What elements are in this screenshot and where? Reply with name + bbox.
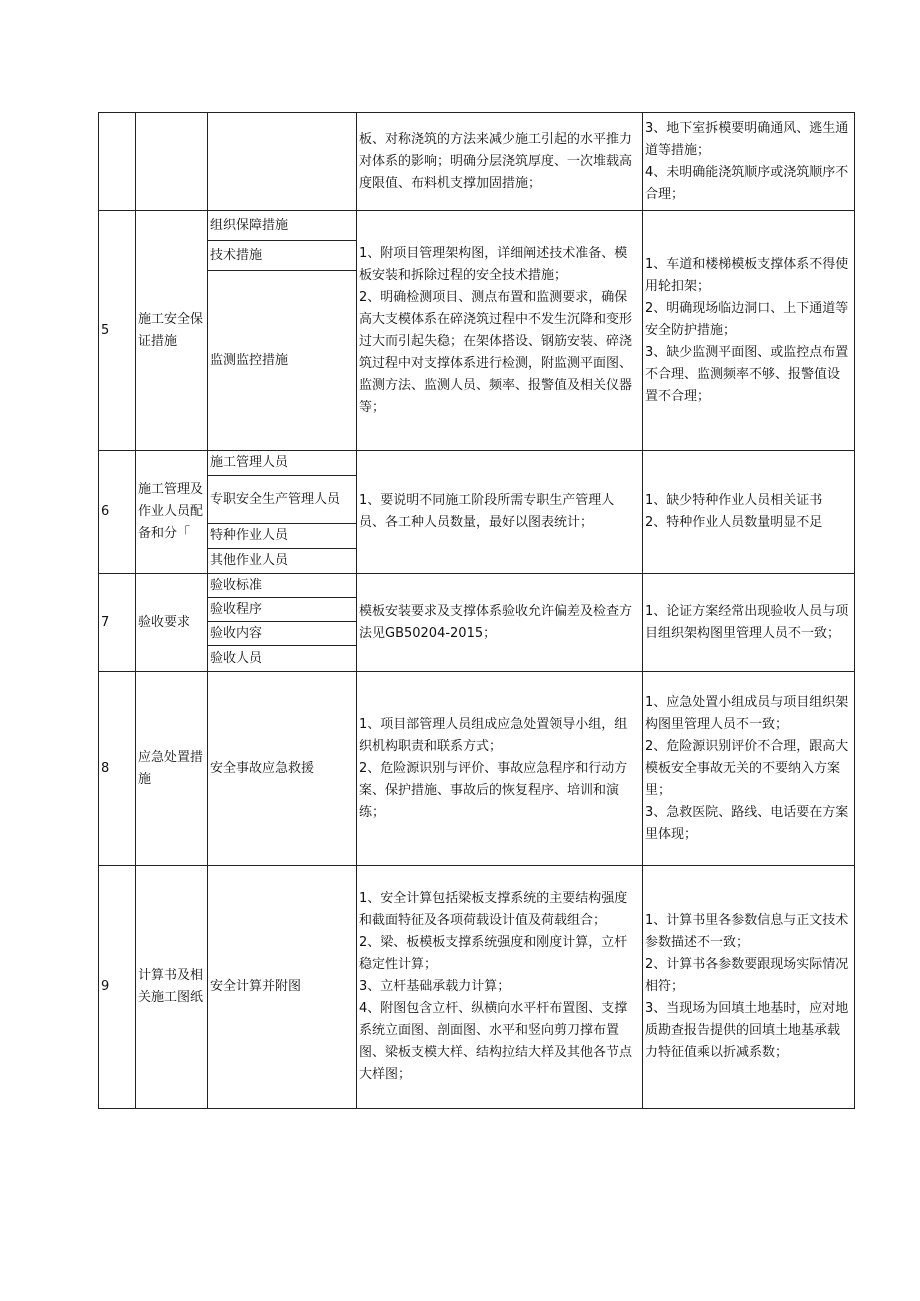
issue-line: 3、当现场为回填土地基时，应对地质勘查报告提供的回填土地基承载力特征值乘以折减系数； [645, 1001, 849, 1060]
content-line: 板、对称浇筑的方法来减少施工引起的水平推力对体系的影响；明确分层浇筑厚度、一次堆载高度限值、布料机支撑加固措施； [359, 131, 633, 191]
content-line: 1、安全计算包括梁板支撑系统的主要结构强度和截面特征及各项荷载设计值及荷载组合； [359, 891, 628, 928]
row-number: 9 [99, 866, 136, 1109]
issues-cell [643, 866, 855, 1109]
table-row-9 [99, 866, 855, 1109]
issue-line: 1、缺少特种作业人员相关证书 [645, 493, 823, 508]
table-row-6 [99, 451, 855, 476]
issue-line: 4、未明确能浇筑顺序或浇筑顺序不合理； [645, 164, 849, 202]
category-cell: 计算书及相关施工图纸 [136, 866, 208, 1109]
row-number: 7 [99, 574, 136, 672]
table-row-8 [99, 672, 855, 866]
table-row-4-continuation [99, 113, 855, 211]
sub-item: 监测监控措施 [208, 271, 357, 451]
row-number: 6 [99, 451, 136, 574]
issue-line: 1、车道和楼梯模板支撑体系不得使用轮扣架； [645, 256, 849, 294]
row-number: 8 [99, 672, 136, 866]
category-cell: 验收要求 [136, 574, 208, 672]
sub-item: 技术措施 [208, 241, 357, 271]
content-cell [357, 574, 643, 672]
issue-line: 2、特种作业人员数量明显不足 [645, 515, 823, 530]
content-line: 1、附项目管理架构图，详细阐述技术准备、模板安装和拆除过程的安全技术措施； [359, 245, 628, 283]
sub-item: 验收程序 [208, 598, 357, 622]
issue-line: 3、缺少监测平面图、或监控点布置不合理、监测频率不够、报警值设置不合理； [645, 344, 849, 404]
content-line: 1、项目部管理人员组成应急处置领导小组，组织机构职责和联系方式； [359, 716, 628, 754]
sub-cell [208, 113, 357, 211]
sub-item: 验收人员 [208, 646, 357, 672]
category-cell [136, 113, 208, 211]
sub-item: 安全事故应急救援 [208, 672, 357, 866]
issues-cell [643, 211, 855, 451]
category-cell: 应急处置措施 [136, 672, 208, 866]
issues-cell [643, 574, 855, 672]
issue-line: 2、计算书各参数要跟现场实际情况相符； [645, 957, 849, 994]
content-cell [357, 672, 643, 866]
content-line: 2、梁、板模板支撑系统强度和刚度计算，立杆稳定性计算； [359, 935, 628, 972]
num-cell [99, 113, 136, 211]
content-line: 4、附图包含立杆、纵横向水平杆布置图、支撑系统立面图、剖面图、水平和竖向剪刀撑布置图、梁板支模大样、结构拉结大样及其他各节点大样图； [359, 1001, 633, 1082]
sub-item: 专职安全生产管理人员 [208, 476, 357, 524]
content-cell [357, 211, 643, 451]
table-row-5 [99, 211, 855, 241]
issues-cell [643, 451, 855, 574]
row-number: 5 [99, 211, 136, 451]
issue-line: 3、急救医院、路线、电话要在方案里体现； [645, 804, 849, 842]
content-line: 3、立杆基础承载力计算； [359, 979, 511, 994]
content-line: 2、危险源识别与评价、事故应急程序和行动方案、保护措施、事故后的恢复程序、培训和演练； [359, 760, 628, 820]
sub-item: 其他作业人员 [208, 549, 357, 574]
content-line: 1、要说明不同施工阶段所需专职生产管理人员、各工种人员数量，最好以图表统计； [359, 493, 615, 530]
sub-item: 特种作业人员 [208, 524, 357, 549]
content-cell [357, 866, 643, 1109]
sub-item: 验收标准 [208, 574, 357, 598]
requirements-table [98, 112, 855, 1109]
sub-item: 验收内容 [208, 622, 357, 646]
issue-line: 2、明确现场临边洞口、上下通道等安全防护措施； [645, 300, 849, 338]
category-cell: 施工管理及作业人员配备和分「 [136, 451, 208, 574]
sub-item: 组织保障措施 [208, 211, 357, 241]
content-line: 2、明确检测项目、测点布置和监测要求，确保高大支模体系在碎浇筑过程中不发生沉降和变形过大而引起失稳；在架体搭设、钢筋安装、碎浇筑过程中对支撑体系进行检测，附监测平面图、监测方法、监测人员、频率、报警值及相关仪器等； [359, 289, 633, 415]
sub-item: 安全计算并附图 [208, 866, 357, 1109]
content-line: 模板安装要求及支撑体系验收允许偏差及检查方法见GB50204-2015； [359, 603, 633, 641]
issue-line: 2、危险源识别评价不合理，跟高大模板安全事故无关的不要纳入方案里； [645, 738, 849, 798]
issue-line: 1、计算书里各参数信息与正文技术参数描述不一致； [645, 913, 849, 950]
issues-cell [643, 672, 855, 866]
issues-cell [643, 113, 855, 211]
content-cell [357, 113, 643, 211]
sub-item: 施工管理人员 [208, 451, 357, 476]
content-cell [357, 451, 643, 574]
issue-line: 1、论证方案经常出现验收人员与项目组织架构图里管理人员不一致； [645, 603, 849, 641]
table-row-7 [99, 574, 855, 598]
issue-line: 1、应急处置小组成员与项目组织架构图里管理人员不一致； [645, 694, 849, 732]
category-cell: 施工安全保证措施 [136, 211, 208, 451]
issue-line: 3、地下室拆模要明确通风、逃生通道等措施； [645, 120, 849, 158]
